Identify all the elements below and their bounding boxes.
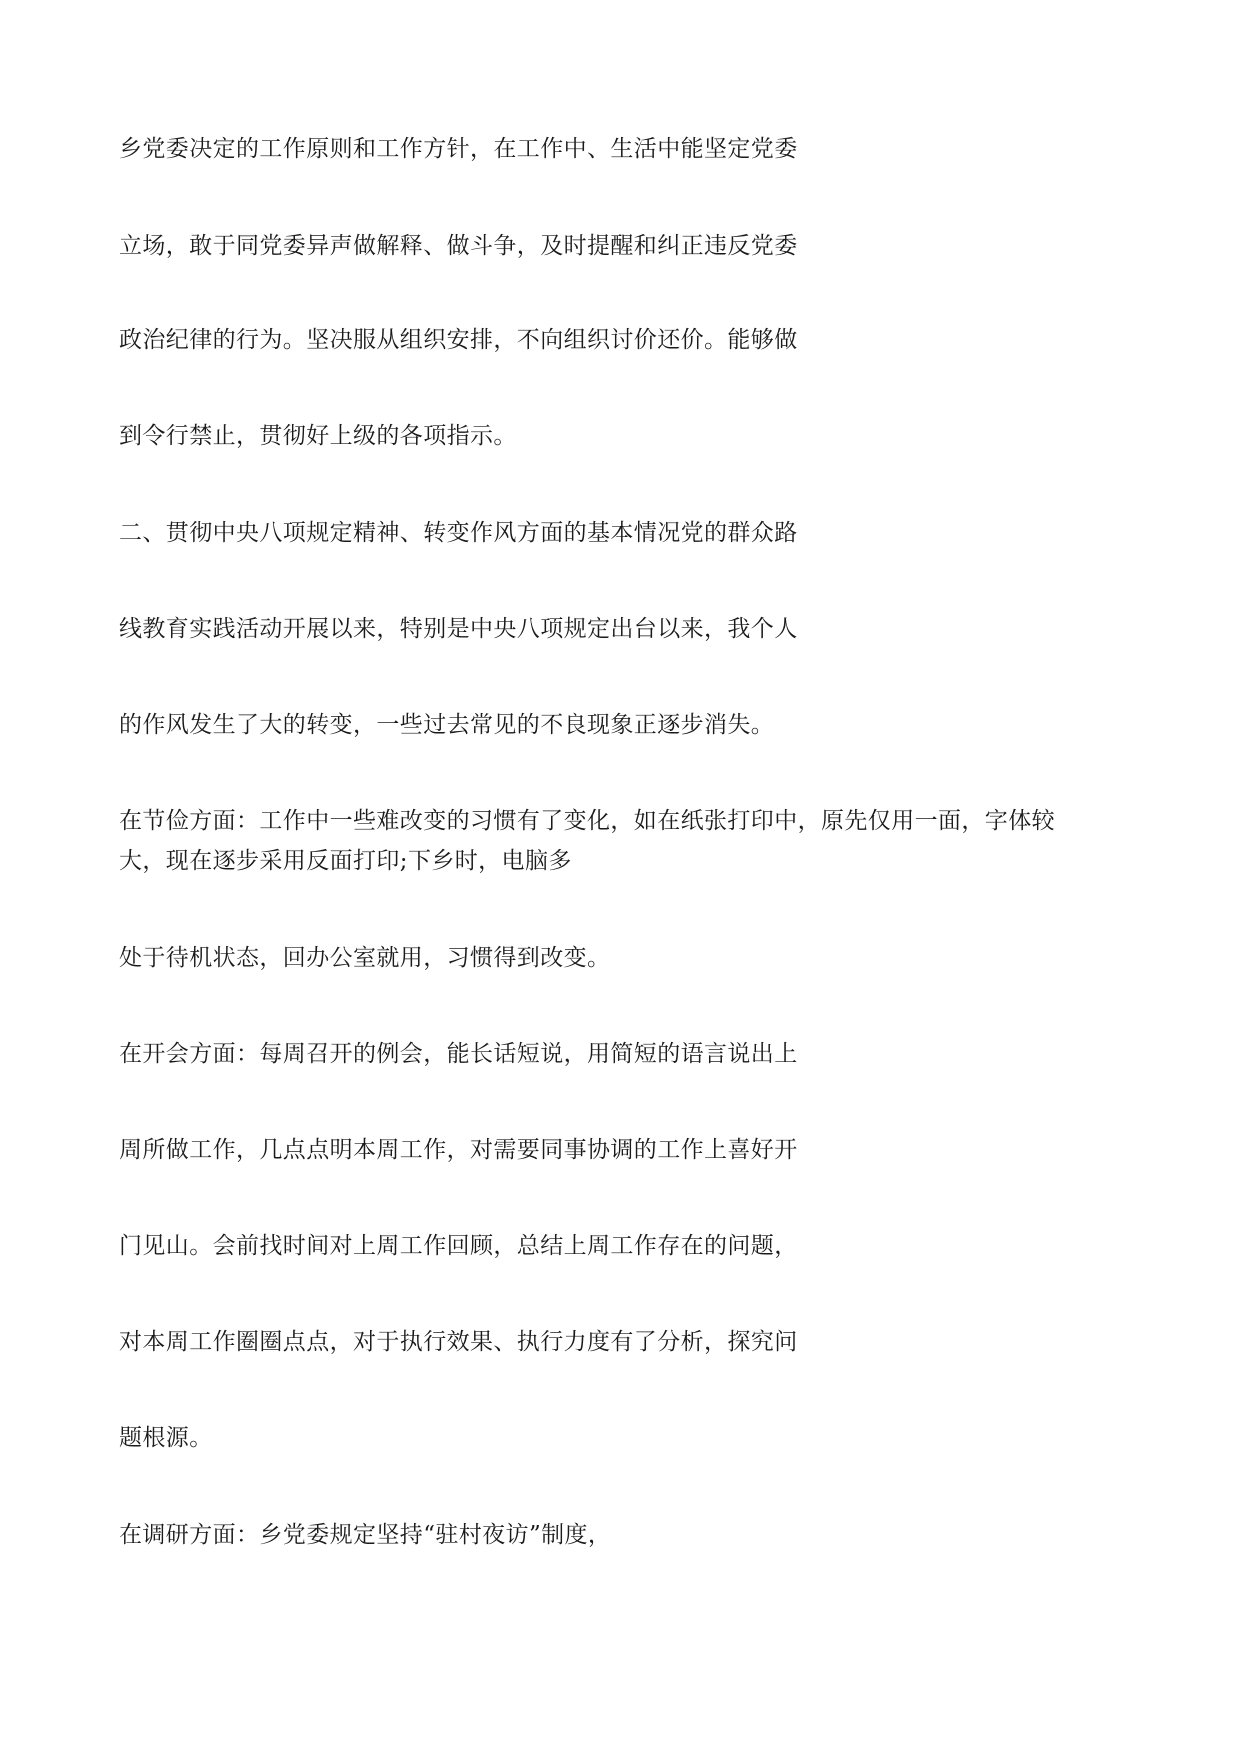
- text-line: 立场，敢于同党委异声做解释、做斗争，及时提醒和纠正违反党委: [119, 233, 798, 259]
- text-line: 对本周工作圈圈点点，对于执行效果、执行力度有了分析，探究问: [119, 1329, 798, 1355]
- section-heading-line: 二、贯彻中央八项规定精神、转变作风方面的基本情况党的群众路: [119, 520, 798, 546]
- text-line: 到令行禁止，贯彻好上级的各项指示。: [119, 423, 517, 449]
- text-line: 大，现在逐步采用反面打印;下乡时，电脑多: [119, 848, 572, 874]
- text-line: 线教育实践活动开展以来，特别是中央八项规定出台以来，我个人: [119, 616, 798, 642]
- text-line: 在调研方面：乡党委规定坚持“驻村夜访”制度，: [119, 1522, 612, 1548]
- text-line: 门见山。会前找时间对上周工作回顾，总结上周工作存在的问题，: [119, 1233, 798, 1259]
- text-line: 政治纪律的行为。坚决服从组织安排，不向组织讨价还价。能够做: [119, 327, 798, 353]
- text-line: 乡党委决定的工作原则和工作方针，在工作中、生活中能坚定党委: [119, 136, 798, 162]
- text-line: 在节俭方面：工作中一些难改变的习惯有了变化，如在纸张打印中，原先仅用一面，字体较: [119, 808, 1055, 834]
- text-line: 的作风发生了大的转变，一些过去常见的不良现象正逐步消失。: [119, 712, 775, 738]
- text-line: 处于待机状态，回办公室就用，习惯得到改变。: [119, 945, 611, 971]
- text-line: 周所做工作，几点点明本周工作，对需要同事协调的工作上喜好开: [119, 1137, 798, 1163]
- text-line: 在开会方面：每周召开的例会，能长话短说，用简短的语言说出上: [119, 1041, 798, 1067]
- text-line: 题根源。: [119, 1425, 213, 1451]
